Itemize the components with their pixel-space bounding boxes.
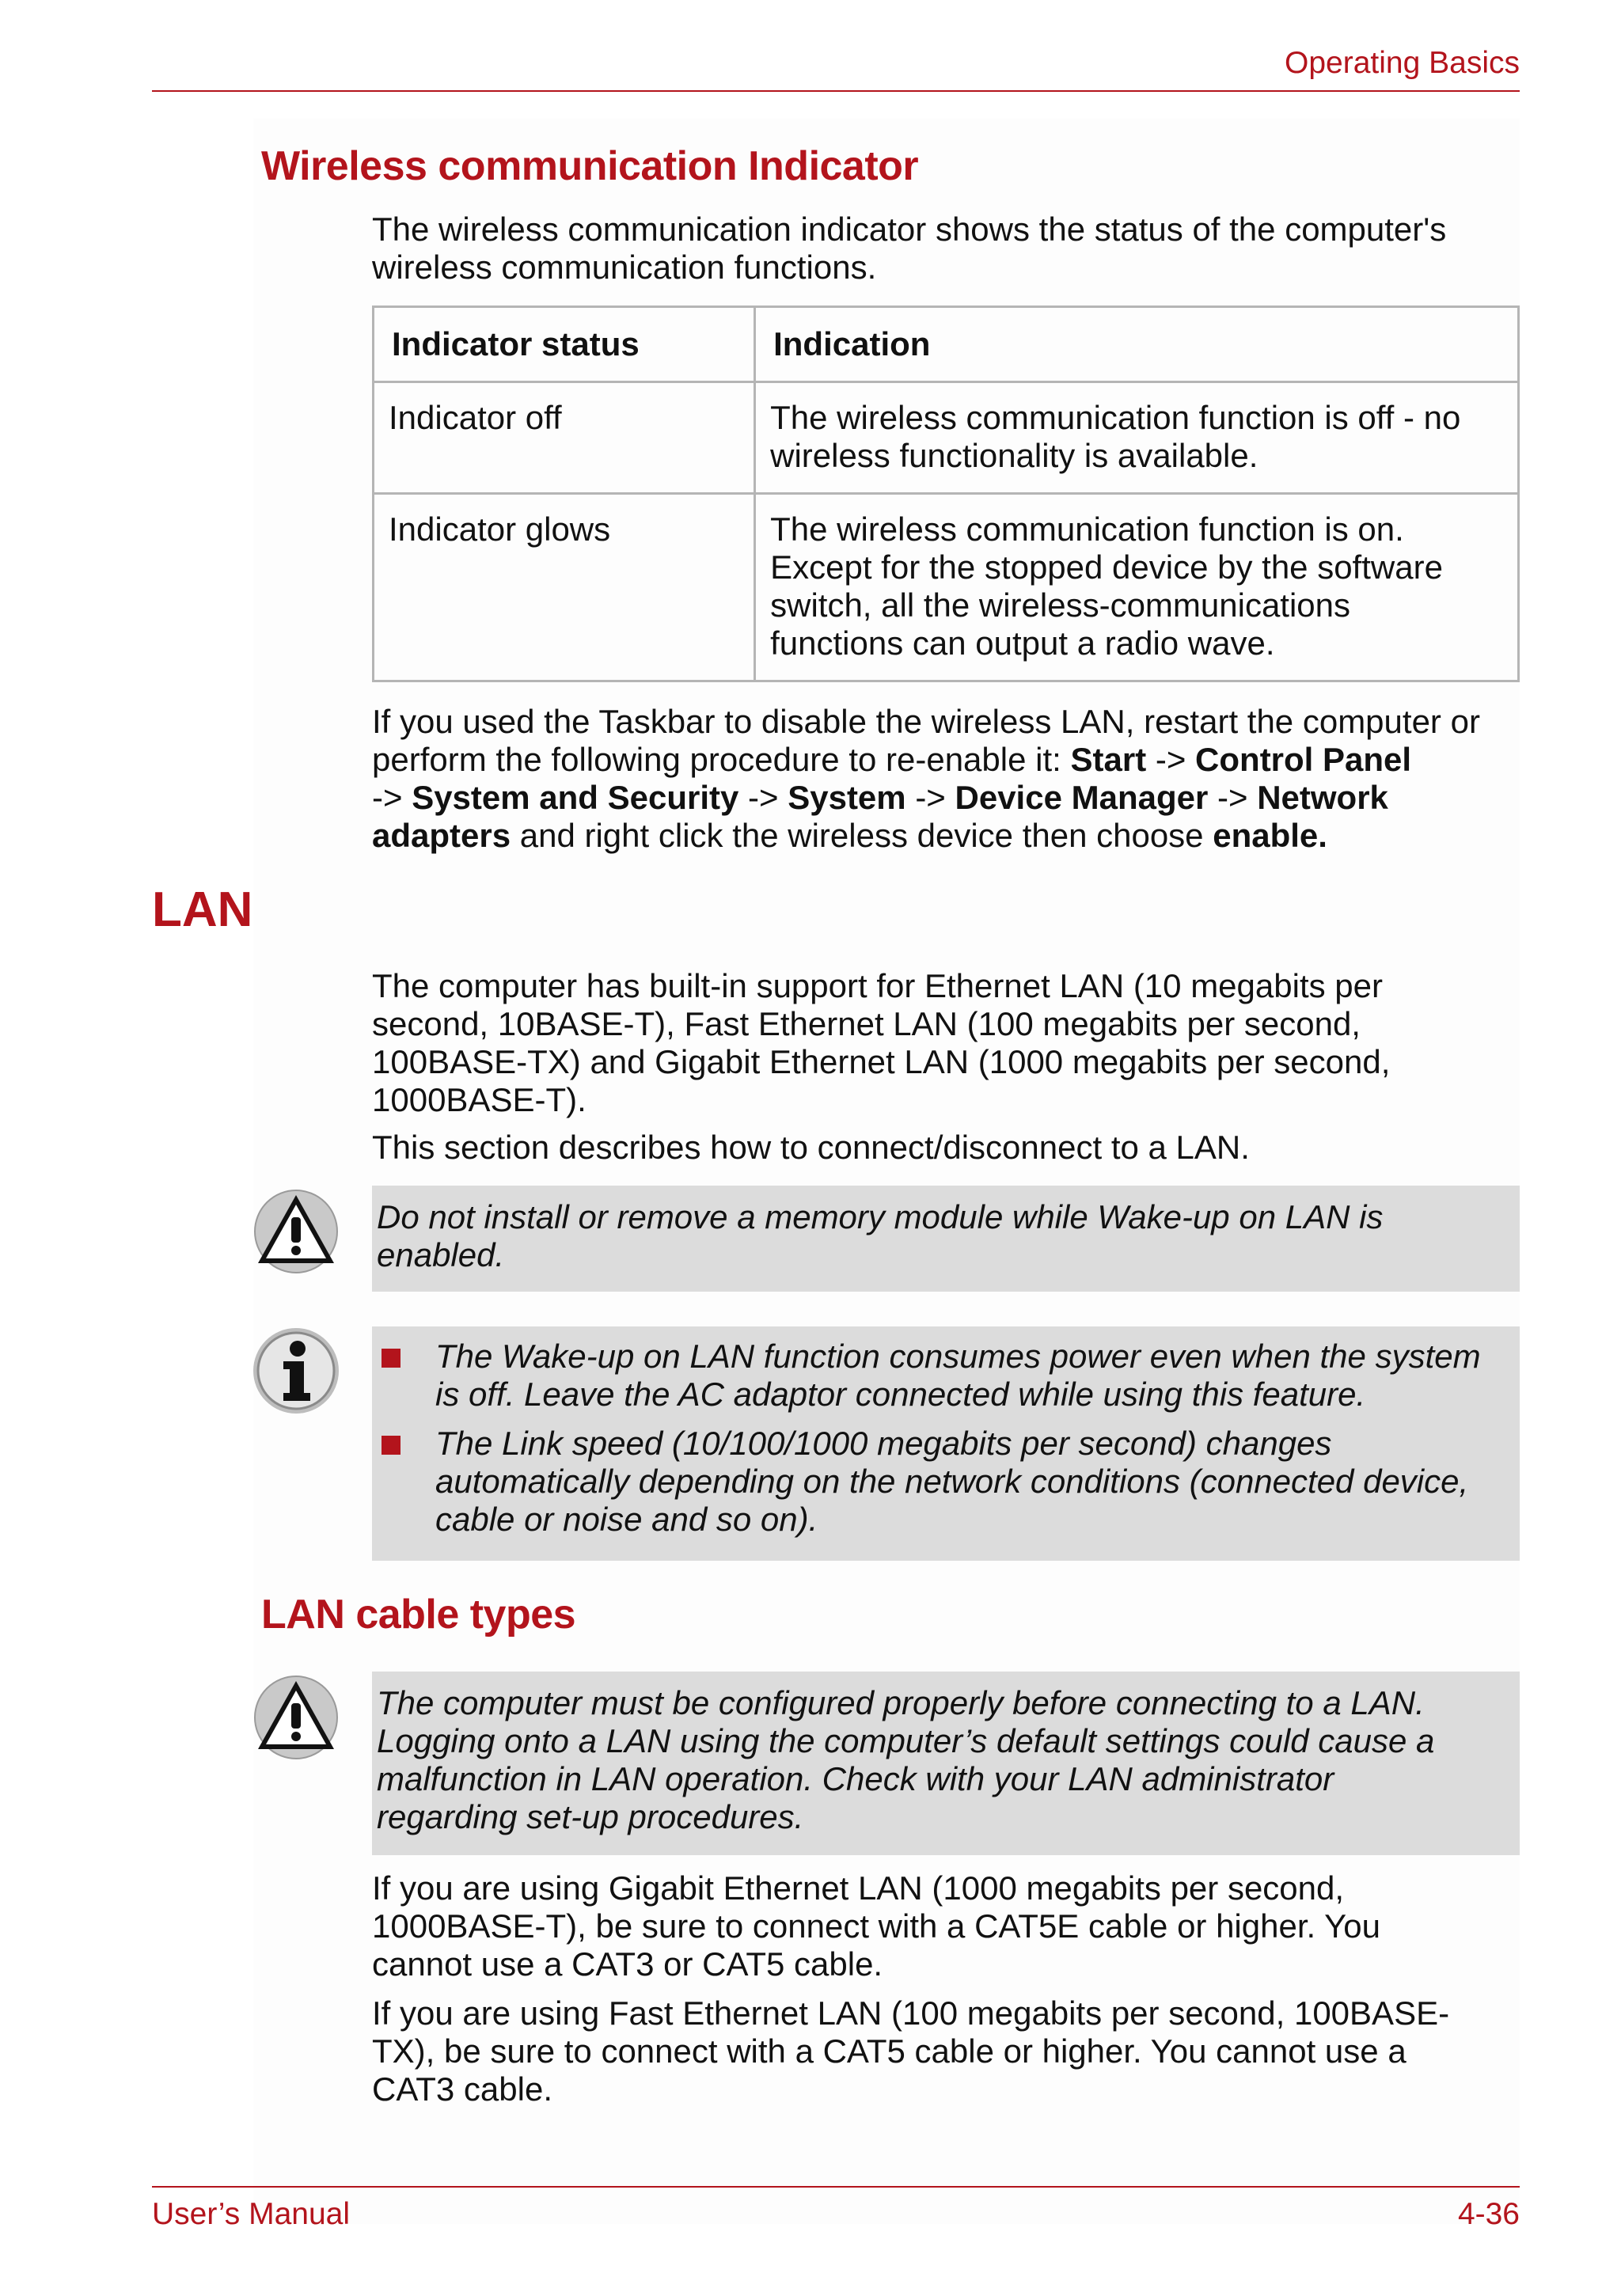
note-line: The Link speed (10/100/1000 megabits per second) changes xyxy=(435,1425,1332,1462)
caution-box-configuration xyxy=(372,1672,1520,1855)
note-line: The Wake-up on LAN function consumes power even when the system xyxy=(435,1338,1481,1375)
path-arrow: -> xyxy=(915,779,946,816)
cell-line: The wireless communication function is off - no xyxy=(770,399,1461,436)
fast-ethernet-paragraph xyxy=(372,1994,1520,2108)
lan-heading: LAN xyxy=(152,882,253,937)
lan-cable-types-heading: LAN cable types xyxy=(261,1592,576,1638)
gigabit-line: If you are using Gigabit Ethernet LAN (1000 megabits per second, xyxy=(372,1869,1345,1907)
caution-line: Do not install or remove a memory module while Wake-up on LAN is xyxy=(377,1198,1384,1235)
enable-keyword: enable. xyxy=(1213,817,1327,854)
cell-line: The wireless communication function is on. xyxy=(770,510,1404,548)
cell-line: functions can output a radio wave. xyxy=(770,624,1275,662)
caution-line: malfunction in LAN operation. Check with your LAN administrator xyxy=(377,1760,1334,1797)
lan-intro-line: The computer has built-in support for Ethernet LAN (10 megabits per xyxy=(372,967,1383,1004)
caution-line: enabled. xyxy=(377,1236,505,1273)
indicator-table xyxy=(372,306,1520,682)
fast-ethernet-line: If you are using Fast Ethernet LAN (100 megabits per second, 100BASE- xyxy=(372,1994,1450,2032)
path-arrow: -> xyxy=(748,779,779,816)
menu-path-start: Start xyxy=(1070,741,1147,778)
menu-path-device-manager: Device Manager xyxy=(955,779,1209,816)
menu-path-control-panel: Control Panel xyxy=(1195,741,1412,778)
table-cell-status: Indicator off xyxy=(374,382,755,494)
lan-intro-line: 100BASE-TX) and Gigabit Ethernet LAN (1000 megabits per second, xyxy=(372,1043,1391,1080)
gigabit-line: 1000BASE-T), be sure to connect with a CAT5E cable or higher. You xyxy=(372,1907,1380,1945)
path-arrow: -> xyxy=(1155,741,1186,778)
table-cell-indication xyxy=(755,494,1519,681)
cell-line: switch, all the wireless-communications xyxy=(770,586,1351,624)
reenable-line xyxy=(372,741,1520,779)
caution-line: The computer must be configured properly before connecting to a LAN. xyxy=(377,1684,1425,1721)
fast-ethernet-line: TX), be sure to connect with a CAT5 cable or higher. You cannot use a xyxy=(372,2032,1407,2070)
table-cell-status: Indicator glows xyxy=(374,494,755,681)
note-line: cable or noise and so on). xyxy=(435,1501,818,1538)
warning-triangle-icon xyxy=(252,1186,340,1274)
caution-line: Logging onto a LAN using the computer’s default settings could cause a xyxy=(377,1722,1435,1759)
note-line: automatically depending on the network conditions (connected device, xyxy=(435,1463,1469,1500)
path-arrow: -> xyxy=(1217,779,1248,816)
table-row xyxy=(374,382,1519,494)
note-line: is off. Leave the AC adaptor connected while using this feature. xyxy=(435,1376,1366,1413)
reenable-text: perform the following procedure to re-enable it: xyxy=(372,741,1071,778)
gigabit-line: cannot use a CAT3 or CAT5 cable. xyxy=(372,1945,883,1983)
reenable-line xyxy=(372,817,1520,855)
reenable-paragraph xyxy=(372,703,1520,855)
warning-triangle-icon xyxy=(252,1672,340,1760)
note-list-item xyxy=(377,1425,1515,1539)
table-row xyxy=(374,494,1519,681)
running-header: Operating Basics xyxy=(1285,46,1520,80)
reenable-text: and right click the wireless device then choose xyxy=(511,817,1213,854)
table-header-indication: Indication xyxy=(755,307,1519,382)
menu-path-adapters: adapters xyxy=(372,817,511,854)
fast-ethernet-line: CAT3 cable. xyxy=(372,2070,552,2108)
table-header-status: Indicator status xyxy=(374,307,755,382)
menu-path-system: System xyxy=(788,779,906,816)
wireless-intro-line: The wireless communication indicator shows the status of the computer's xyxy=(372,211,1447,248)
footer-manual-title: User’s Manual xyxy=(152,2197,350,2231)
note-box xyxy=(372,1326,1520,1561)
lan-section-description: This section describes how to connect/disconnect to a LAN. xyxy=(372,1129,1250,1166)
info-icon xyxy=(252,1326,340,1415)
lan-intro xyxy=(372,967,1520,1119)
wireless-heading: Wireless communication Indicator xyxy=(261,143,919,189)
lan-intro-line: 1000BASE-T). xyxy=(372,1081,587,1118)
cell-line: wireless functionality is available. xyxy=(770,437,1258,474)
gigabit-paragraph xyxy=(372,1869,1520,1983)
note-list-item xyxy=(377,1338,1515,1414)
reenable-line xyxy=(372,779,1520,817)
caution-box-memory xyxy=(372,1186,1520,1292)
cell-line: Except for the stopped device by the software xyxy=(770,548,1443,586)
menu-path-network: Network xyxy=(1257,779,1388,816)
caution-line: regarding set-up procedures. xyxy=(377,1798,804,1835)
wireless-intro-line: wireless communication functions. xyxy=(372,249,877,286)
red-square-bullet-icon xyxy=(382,1436,401,1455)
wireless-intro xyxy=(372,211,1520,287)
reenable-line: If you used the Taskbar to disable the wireless LAN, restart the computer or xyxy=(372,703,1480,740)
path-arrow: -> xyxy=(372,779,403,816)
red-square-bullet-icon xyxy=(382,1349,401,1368)
table-header-row xyxy=(374,307,1519,382)
menu-path-system-security: System and Security xyxy=(412,779,739,816)
footer-rule xyxy=(152,2186,1520,2188)
table-cell-indication xyxy=(755,382,1519,494)
header-rule xyxy=(152,90,1520,92)
page-number: 4-36 xyxy=(1457,2197,1520,2231)
lan-intro-line: second, 10BASE-T), Fast Ethernet LAN (100 megabits per second, xyxy=(372,1005,1361,1042)
